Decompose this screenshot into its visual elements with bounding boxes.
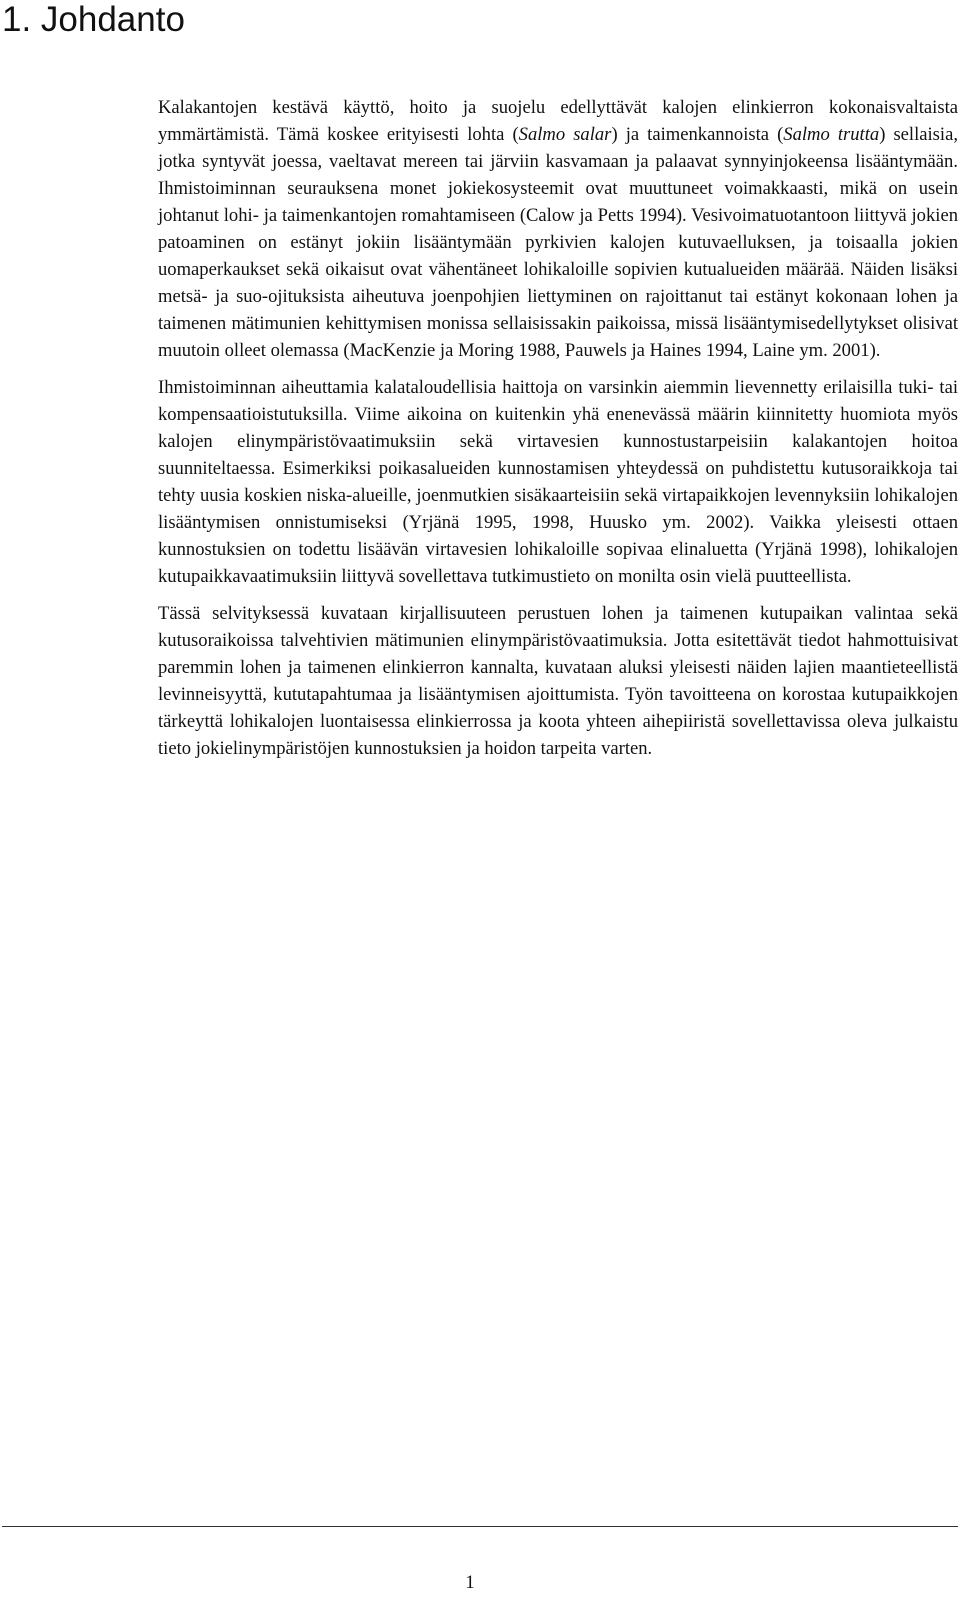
species-name-salmo-salar: Salmo salar [518, 124, 612, 145]
paragraph-1 [158, 94, 958, 364]
species-name-salmo-trutta: Salmo trutta [783, 124, 880, 145]
footer-divider [2, 1526, 958, 1527]
page-number: 1 [465, 1572, 475, 1593]
paragraph-2: Ihmistoiminnan aiheuttamia kalataloudellisia haittoja on varsinkin aiemmin lievennetty erilaisilla tuki- tai kompensaatioistutuksilla. Viime aikoina on kuitenkin yhä enenevässä määrin kiinnitetty huomiota myös kalojen elinympäristövaatimuksiin sekä virtavesien kunnostustarpeisiin kalakantojen hoitoa suunniteltaessa. Esimerkiksi poikasalueiden kunnostamisen yhteydessä on puhdistettu kutusoraikkoja tai tehty uusia koskien niska-alueille, joenmutkien sisäkaarteisiin sekä virtapaikkojen levennyksiin lohikalojen lisääntymisen onnistumiseksi (Yrjänä 1995, 1998, Huusko ym. 2002). Vaikka yleisesti ottaen kunnostuksien on todettu lisäävän virtavesien lohikaloille sopivaa elinaluetta (Yrjänä 1998), lohikalojen kutupaikkavaatimuksiin liittyvä sovellettava tutkimustieto on monilta osin vielä puutteellista. [158, 377, 958, 587]
paragraph-1-text-c: ) sellaisia, jotka syntyvät joessa, vaeltavat mereen tai järviin kasvamaan ja palaavat synnyinjokeensa lisääntymään. Ihmistoiminnan seurauksena monet jokiekosysteemit ovat muuttuneet voimakkaasti, mikä on usein johtanut lohi- ja taimenkantojen romahtamiseen (Calow ja Petts 1994). Vesivoimatuotantoon liittyvä jokien patoaminen on estänyt jokiin lisääntymään pyrkivien kalojen kutuvaelluksen, ja toisaalla jokien uomaperkaukset sekä oikaisut ovat vähentäneet lohikaloille sopivien kutualueiden määrää. Näiden lisäksi metsä- ja suo-ojituksista aiheutuva joenpohjien liettyminen on rajoittanut tai estänyt kokonaan lohen ja taimenen mätimunien kehittymisen monissa sellaisissakin paikoissa, missä lisääntymisedellytykset olisivat muutoin olleet olemassa (MacKenzie ja Moring 1988, Pauwels ja Haines 1994, Laine ym. 2001). [158, 124, 958, 361]
paragraph-3: Tässä selvityksessä kuvataan kirjallisuuteen perustuen lohen ja taimenen kutupaikan valintaa sekä kutusoraikoissa talvehtivien mätimunien elinympäristövaatimuksia. Jotta esitettävät tiedot hahmottuisivat paremmin lohen ja taimenen elinkierron kannalta, kuvataan aluksi yleisesti näiden lajien maantieteellistä levinneisyyttä, kututapahtumaa ja lisääntymisen ajoittumista. Työn tavoitteena on korostaa kutupaikkojen tärkeyttä lohikalojen luontaisessa elinkierrossa ja koota yhteen aihepiiristä sovellettavissa oleva julkaistu tieto jokielinympäristöjen kunnostuksien ja hoidon tarpeita varten. [158, 603, 958, 759]
paragraph-1-text-a: Kalakantojen kestävä käyttö, hoito ja suojelu edellyttävät kalojen elinkierron kokonaisvaltaista ymmärtämistä. Tämä koskee erityisesti lohta ( [158, 97, 958, 145]
section-heading: 1. Johdanto [2, 0, 185, 39]
paragraph-1-text-b: ) ja taimenkannoista ( [611, 124, 784, 145]
body-text [158, 94, 958, 772]
